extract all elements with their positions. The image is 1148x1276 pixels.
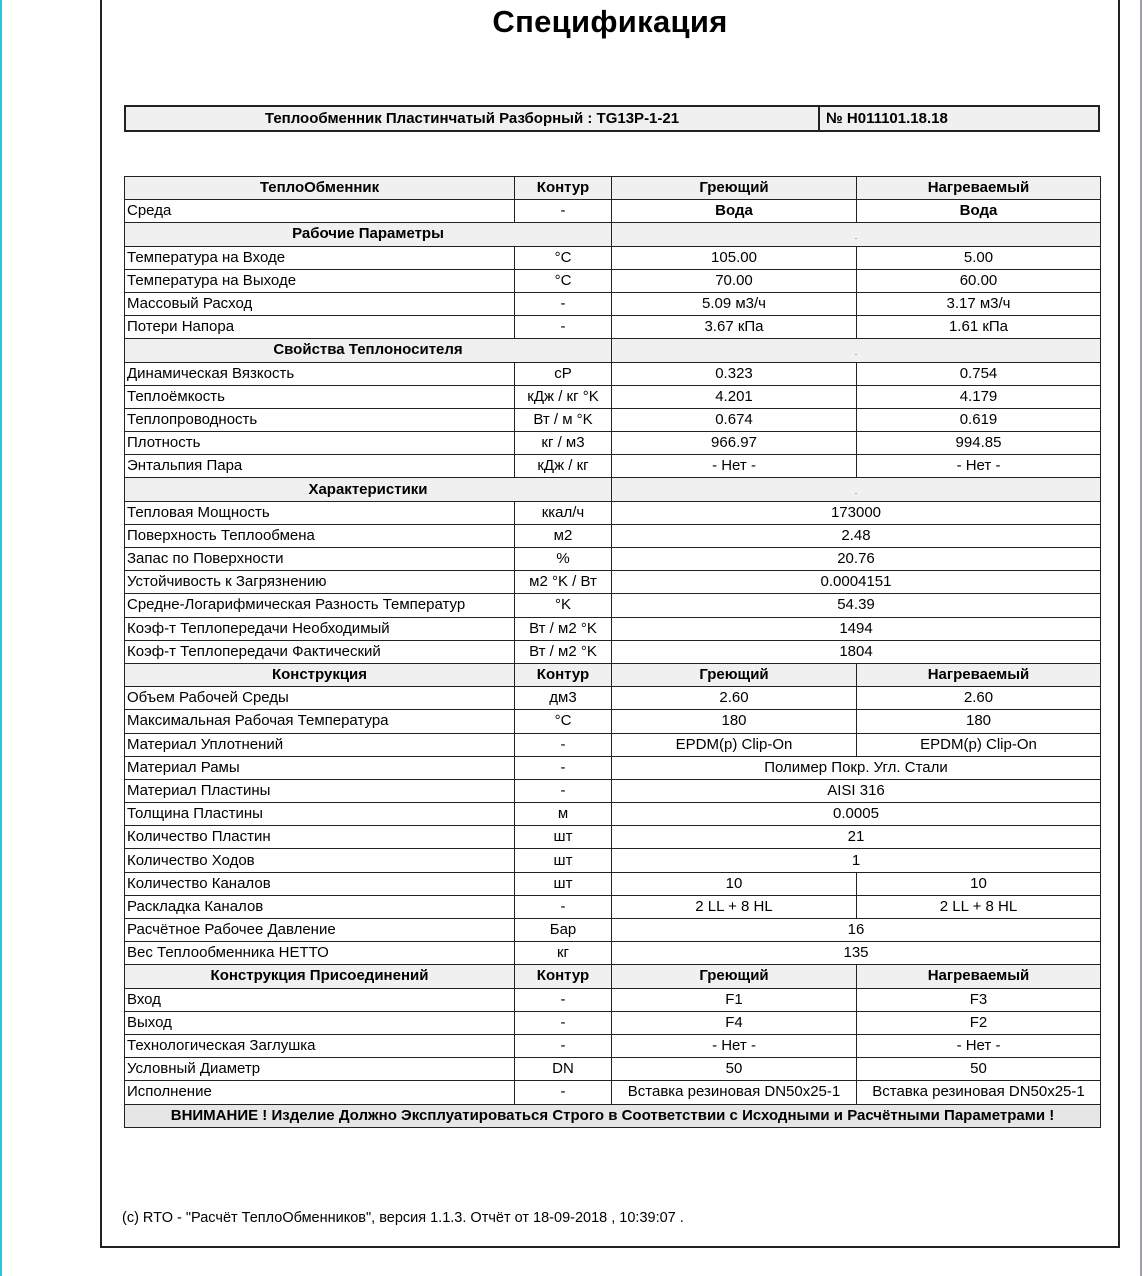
table-row <box>125 895 1101 918</box>
param-unit: - <box>515 200 612 223</box>
param-unit: °C <box>515 246 612 269</box>
cold-value: 4.179 <box>857 385 1101 408</box>
header-hot-col: Греющий <box>612 663 857 686</box>
header-cold-col: Нагреваемый <box>857 177 1101 200</box>
param-label: Динамическая Вязкость <box>125 362 515 385</box>
header-label-col: Конструкция Присоединений <box>125 965 515 988</box>
param-label: Материал Уплотнений <box>125 733 515 756</box>
hot-value: EPDM(p) Clip-On <box>612 733 857 756</box>
hot-value: 2.60 <box>612 687 857 710</box>
param-unit: сP <box>515 362 612 385</box>
param-label: Вход <box>125 988 515 1011</box>
cold-value: 2 LL + 8 HL <box>857 895 1101 918</box>
hot-value: Вставка резиновая DN50x25-1 <box>612 1081 857 1104</box>
cold-value: Вода <box>857 200 1101 223</box>
param-unit: шт <box>515 849 612 872</box>
table-row <box>125 385 1101 408</box>
left-border-line <box>0 0 2 1276</box>
param-unit: Вт / м °K <box>515 408 612 431</box>
param-value: 1494 <box>612 617 1101 640</box>
hot-value: 4.201 <box>612 385 857 408</box>
param-value: 0.0004151 <box>612 571 1101 594</box>
table-row <box>125 1034 1101 1057</box>
param-unit: - <box>515 895 612 918</box>
hot-value: 50 <box>612 1058 857 1081</box>
table-row <box>125 362 1101 385</box>
hot-value: 3.67 кПа <box>612 316 857 339</box>
param-unit: °C <box>515 269 612 292</box>
spec-page <box>100 0 1120 1248</box>
table-row <box>125 710 1101 733</box>
param-label: Материал Пластины <box>125 779 515 802</box>
param-unit: - <box>515 988 612 1011</box>
param-label: Температура на Входе <box>125 246 515 269</box>
param-unit: - <box>515 292 612 315</box>
hot-value: F1 <box>612 988 857 1011</box>
cold-value: 3.17 м3/ч <box>857 292 1101 315</box>
param-label: Количество Каналов <box>125 872 515 895</box>
hot-value: - Нет - <box>612 455 857 478</box>
table-row <box>125 849 1101 872</box>
header-unit-col: Контур <box>515 663 612 686</box>
table-row <box>125 942 1101 965</box>
param-unit: Вт / м2 °K <box>515 640 612 663</box>
param-unit: кДж / кг °K <box>515 385 612 408</box>
param-label: Коэф-т Теплопередачи Необходимый <box>125 617 515 640</box>
hot-value: 2 LL + 8 HL <box>612 895 857 918</box>
param-label: Поверхность Теплообмена <box>125 524 515 547</box>
param-label: Количество Пластин <box>125 826 515 849</box>
hot-value: Вода <box>612 200 857 223</box>
cold-value: 0.754 <box>857 362 1101 385</box>
warning-text: ВНИМАНИЕ ! Изделие Должно Эксплуатироваться Строго в Соответствии с Исходными и Расчётными Параметрами ! <box>125 1104 1101 1127</box>
cold-value: 1.61 кПа <box>857 316 1101 339</box>
header-unit-col: Контур <box>515 177 612 200</box>
page-title: Спецификация <box>492 4 728 39</box>
cold-value: F2 <box>857 1011 1101 1034</box>
param-value: 173000 <box>612 501 1101 524</box>
param-label: Материал Рамы <box>125 756 515 779</box>
param-label: Исполнение <box>125 1081 515 1104</box>
construction-header-row <box>125 663 1101 686</box>
hot-value: 105.00 <box>612 246 857 269</box>
param-unit: - <box>515 756 612 779</box>
connections-header-row <box>125 965 1101 988</box>
param-label: Теплоёмкость <box>125 385 515 408</box>
param-label: Выход <box>125 1011 515 1034</box>
table-row <box>125 640 1101 663</box>
param-unit: DN <box>515 1058 612 1081</box>
param-value: 0.0005 <box>612 803 1101 826</box>
param-label: Среда <box>125 200 515 223</box>
table-row <box>125 524 1101 547</box>
header-label-col: Конструкция <box>125 663 515 686</box>
table-row <box>125 872 1101 895</box>
table-row <box>125 594 1101 617</box>
param-value: 21 <box>612 826 1101 849</box>
param-unit: м <box>515 803 612 826</box>
hot-value: 0.674 <box>612 408 857 431</box>
section-dot: . <box>612 339 1101 362</box>
cold-value: 5.00 <box>857 246 1101 269</box>
table-row <box>125 408 1101 431</box>
section-title: Характеристики <box>125 478 612 501</box>
table-row <box>125 316 1101 339</box>
table-row <box>125 988 1101 1011</box>
header-cold-col: Нагреваемый <box>857 663 1101 686</box>
param-value: 1804 <box>612 640 1101 663</box>
param-label: Количество Ходов <box>125 849 515 872</box>
section-row-characteristics <box>125 478 1101 501</box>
header-hot-col: Греющий <box>612 965 857 988</box>
param-label: Запас по Поверхности <box>125 548 515 571</box>
hot-value: 10 <box>612 872 857 895</box>
param-label: Температура на Выходе <box>125 269 515 292</box>
param-unit: ккал/ч <box>515 501 612 524</box>
param-unit: - <box>515 1034 612 1057</box>
param-label: Вес Теплообменника НЕТТО <box>125 942 515 965</box>
cold-value: Вставка резиновая DN50x25-1 <box>857 1081 1101 1104</box>
param-unit: °C <box>515 710 612 733</box>
table-row <box>125 826 1101 849</box>
param-label: Теплопроводность <box>125 408 515 431</box>
table-row <box>125 687 1101 710</box>
param-unit: Вт / м2 °K <box>515 617 612 640</box>
cold-value: 180 <box>857 710 1101 733</box>
table-row <box>125 617 1101 640</box>
table-row <box>125 1081 1101 1104</box>
param-unit: - <box>515 1011 612 1034</box>
param-label: Технологическая Заглушка <box>125 1034 515 1057</box>
table-row <box>125 269 1101 292</box>
cold-value: 2.60 <box>857 687 1101 710</box>
section-title: Свойства Теплоносителя <box>125 339 612 362</box>
table-row <box>125 548 1101 571</box>
cold-value: 0.619 <box>857 408 1101 431</box>
table-row <box>125 571 1101 594</box>
param-value: 2.48 <box>612 524 1101 547</box>
table-row <box>125 779 1101 802</box>
param-label: Плотность <box>125 432 515 455</box>
section-row-fluid <box>125 339 1101 362</box>
param-value: 20.76 <box>612 548 1101 571</box>
cold-value: EPDM(p) Clip-On <box>857 733 1101 756</box>
param-label: Устойчивость к Загрязнению <box>125 571 515 594</box>
param-unit: кДж / кг <box>515 455 612 478</box>
cold-value: 994.85 <box>857 432 1101 455</box>
cold-value: - Нет - <box>857 1034 1101 1057</box>
table-row <box>125 803 1101 826</box>
spec-table-body <box>125 177 1101 1128</box>
hot-value: 70.00 <box>612 269 857 292</box>
param-label: Средне-Логарифмическая Разность Температур <box>125 594 515 617</box>
hot-value: 180 <box>612 710 857 733</box>
param-unit: дм3 <box>515 687 612 710</box>
section-row-working <box>125 223 1101 246</box>
header-unit-col: Контур <box>515 965 612 988</box>
header-hot-col: Греющий <box>612 177 857 200</box>
param-label: Тепловая Мощность <box>125 501 515 524</box>
param-unit: м2 <box>515 524 612 547</box>
hot-value: 966.97 <box>612 432 857 455</box>
cold-value: 50 <box>857 1058 1101 1081</box>
product-number: № Н011101.18.18 <box>826 110 948 127</box>
param-unit: - <box>515 1081 612 1104</box>
param-unit: - <box>515 779 612 802</box>
hot-value: 5.09 м3/ч <box>612 292 857 315</box>
section-dot: . <box>612 223 1101 246</box>
product-name: Теплообменник Пластинчатый Разборный : TG13P-1-21 <box>126 107 820 130</box>
table-row <box>125 1058 1101 1081</box>
table-row <box>125 246 1101 269</box>
param-value: AISI 316 <box>612 779 1101 802</box>
cold-value: 10 <box>857 872 1101 895</box>
param-value: 135 <box>612 942 1101 965</box>
hot-value: 0.323 <box>612 362 857 385</box>
hot-value: F4 <box>612 1011 857 1034</box>
cold-value: 60.00 <box>857 269 1101 292</box>
param-unit: - <box>515 733 612 756</box>
table-row <box>125 200 1101 223</box>
param-unit: - <box>515 316 612 339</box>
param-label: Потери Напора <box>125 316 515 339</box>
param-label: Коэф-т Теплопередачи Фактический <box>125 640 515 663</box>
param-value: 54.39 <box>612 594 1101 617</box>
table-row <box>125 919 1101 942</box>
param-label: Условный Диаметр <box>125 1058 515 1081</box>
param-label: Максимальная Рабочая Температура <box>125 710 515 733</box>
param-unit: м2 °K / Вт <box>515 571 612 594</box>
param-value: 1 <box>612 849 1101 872</box>
product-header <box>124 105 1100 132</box>
param-unit: шт <box>515 826 612 849</box>
param-unit: °K <box>515 594 612 617</box>
hot-value: - Нет - <box>612 1034 857 1057</box>
param-unit: шт <box>515 872 612 895</box>
table-row <box>125 1011 1101 1034</box>
right-border-line <box>1140 0 1142 1276</box>
table-row <box>125 733 1101 756</box>
table-row <box>125 756 1101 779</box>
param-value: Полимер Покр. Угл. Стали <box>612 756 1101 779</box>
param-label: Раскладка Каналов <box>125 895 515 918</box>
param-label: Энтальпия Пара <box>125 455 515 478</box>
param-label: Объем Рабочей Среды <box>125 687 515 710</box>
param-unit: кг <box>515 942 612 965</box>
table-row <box>125 455 1101 478</box>
header-cold-col: Нагреваемый <box>857 965 1101 988</box>
section-title: Рабочие Параметры <box>125 223 612 246</box>
main-header-row <box>125 177 1101 200</box>
cold-value: F3 <box>857 988 1101 1011</box>
param-label: Расчётное Рабочее Давление <box>125 919 515 942</box>
param-unit: кг / м3 <box>515 432 612 455</box>
table-row <box>125 292 1101 315</box>
spec-table <box>124 176 1101 1128</box>
header-label-col: ТеплоОбменник <box>125 177 515 200</box>
footer-note: (c) RTO - "Расчёт ТеплоОбменников", версия 1.1.3. Отчёт от 18-09-2018 , 10:39:07 . <box>122 1210 684 1226</box>
table-row <box>125 432 1101 455</box>
param-value: 16 <box>612 919 1101 942</box>
param-label: Массовый Расход <box>125 292 515 315</box>
param-unit: Бар <box>515 919 612 942</box>
cold-value: - Нет - <box>857 455 1101 478</box>
warning-row <box>125 1104 1101 1127</box>
table-row <box>125 501 1101 524</box>
param-unit: % <box>515 548 612 571</box>
section-dot: . <box>612 478 1101 501</box>
param-label: Толщина Пластины <box>125 803 515 826</box>
